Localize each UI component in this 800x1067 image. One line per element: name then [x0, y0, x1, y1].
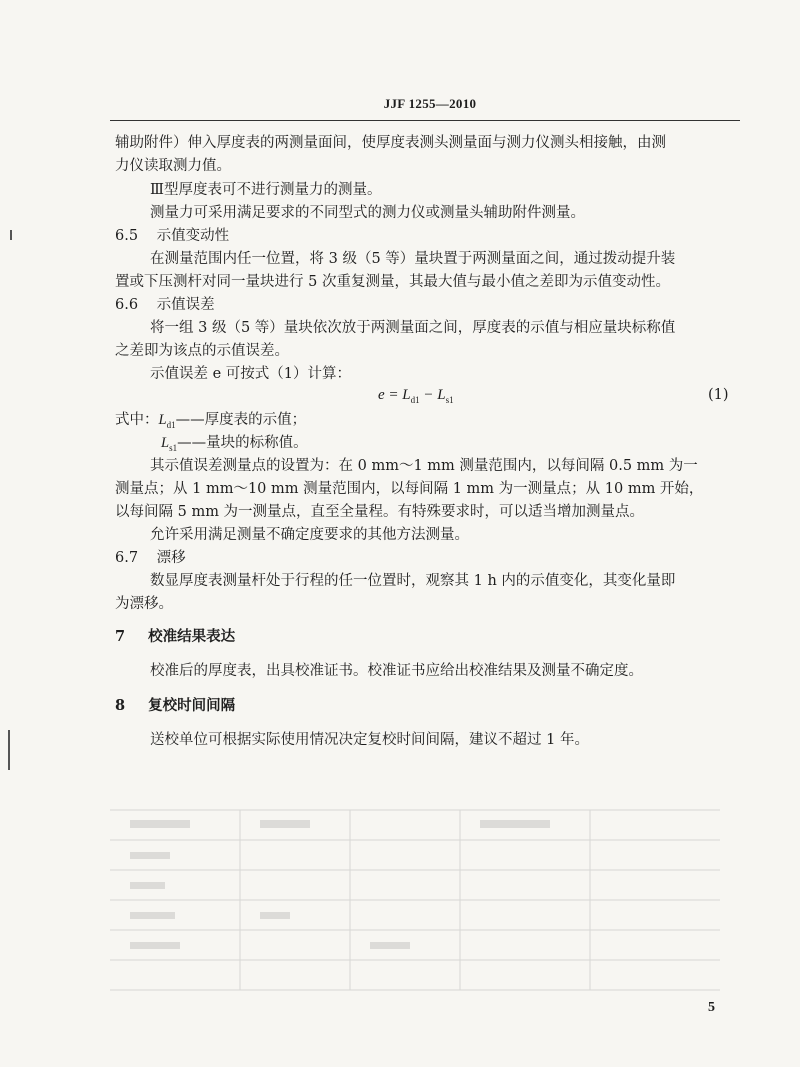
section-title: 示值变动性: [156, 228, 230, 244]
page-number: 5: [708, 1000, 715, 1015]
section-heading-6-6: [115, 295, 215, 315]
header-rule: [110, 120, 740, 121]
body-line: 其示值误差测量点的设置为：在 0 mm～1 mm 测量范围内，以每间隔 0.5 mm 为一: [150, 458, 698, 474]
scan-speck: [8, 730, 10, 770]
document-header: JJF 1255—2010: [383, 96, 477, 111]
section-heading-6-5: [115, 226, 229, 246]
body-line: 测量点；从 1 mm～10 mm 测量范围内，以每间隔 1 mm 为一测量点；从 10 mm 开始，: [115, 481, 704, 497]
scan-speck: [10, 230, 12, 240]
section-heading-7: [115, 627, 235, 647]
body-line: 允许采用满足测量不确定度要求的其他方法测量。: [150, 527, 469, 543]
body-line: 之差即为该点的示值误差。: [115, 343, 289, 359]
where-line-1: 式中：$L_{d1}——$厚度表的示值；: [115, 412, 307, 430]
section-number: 6.5: [115, 228, 139, 244]
body-line: 将一组 3 级（5 等）量块依次放于两测量面之间，厚度表的示值与相应量块标称值: [150, 320, 676, 336]
body-line: 为漂移。: [115, 596, 173, 612]
body-line: 数显厚度表测量杆处于行程的任一位置时，观察其 1 h 内的示值变化，其变化量即: [150, 573, 676, 589]
section-title: 漂移: [156, 550, 186, 566]
section-title: 示值误差: [156, 297, 215, 313]
section-heading-8: [115, 696, 235, 716]
body-line: 示值误差 e 可按式（1）计算：: [150, 366, 352, 382]
equation-number: (1): [708, 387, 729, 403]
bleed-through-table: [110, 800, 730, 1000]
body-line: 力仪读取测力值。: [115, 158, 231, 174]
body-line: 测量力可采用满足要求的不同型式的测力仪或测量头辅助附件测量。: [150, 205, 585, 221]
where-line-2: $L_{s1}——$量块的标称值。: [161, 435, 308, 453]
body-line: 在测量范围内任一位置，将 3 级（5 等）量块置于两测量面之间，通过拨动提升装: [150, 251, 676, 267]
section-title: 复校时间间隔: [148, 697, 236, 714]
formula-1: $e = L_{d1} - L_{s1}$: [378, 387, 454, 405]
body-line: Ⅲ型厚度表可不进行测量力的测量。: [150, 182, 382, 198]
body-line: 送校单位可根据实际使用情况决定复校时间间隔，建议不超过 1 年。: [150, 732, 589, 748]
body-line: 校准后的厚度表，出具校准证书。校准证书应给出校准结果及测量不确定度。: [150, 663, 643, 679]
body-line: 以每间隔 5 mm 为一测量点，直至全量程。有特殊要求时，可以适当增加测量点。: [115, 504, 645, 520]
section-number: 8: [115, 697, 126, 714]
section-number: 6.6: [115, 297, 139, 313]
section-number: 7: [115, 628, 126, 645]
section-title: 校准结果表达: [148, 628, 236, 645]
body-line: 置或下压测杆对同一量块进行 5 次重复测量，其最大值与最小值之差即为示值变动性。: [115, 274, 670, 290]
section-number: 6.7: [115, 550, 139, 566]
section-heading-6-7: [115, 548, 186, 568]
body-line: 辅助附件）伸入厚度表的两测量面间，使厚度表测头测量面与测力仪测头相接触，由测: [115, 135, 666, 151]
